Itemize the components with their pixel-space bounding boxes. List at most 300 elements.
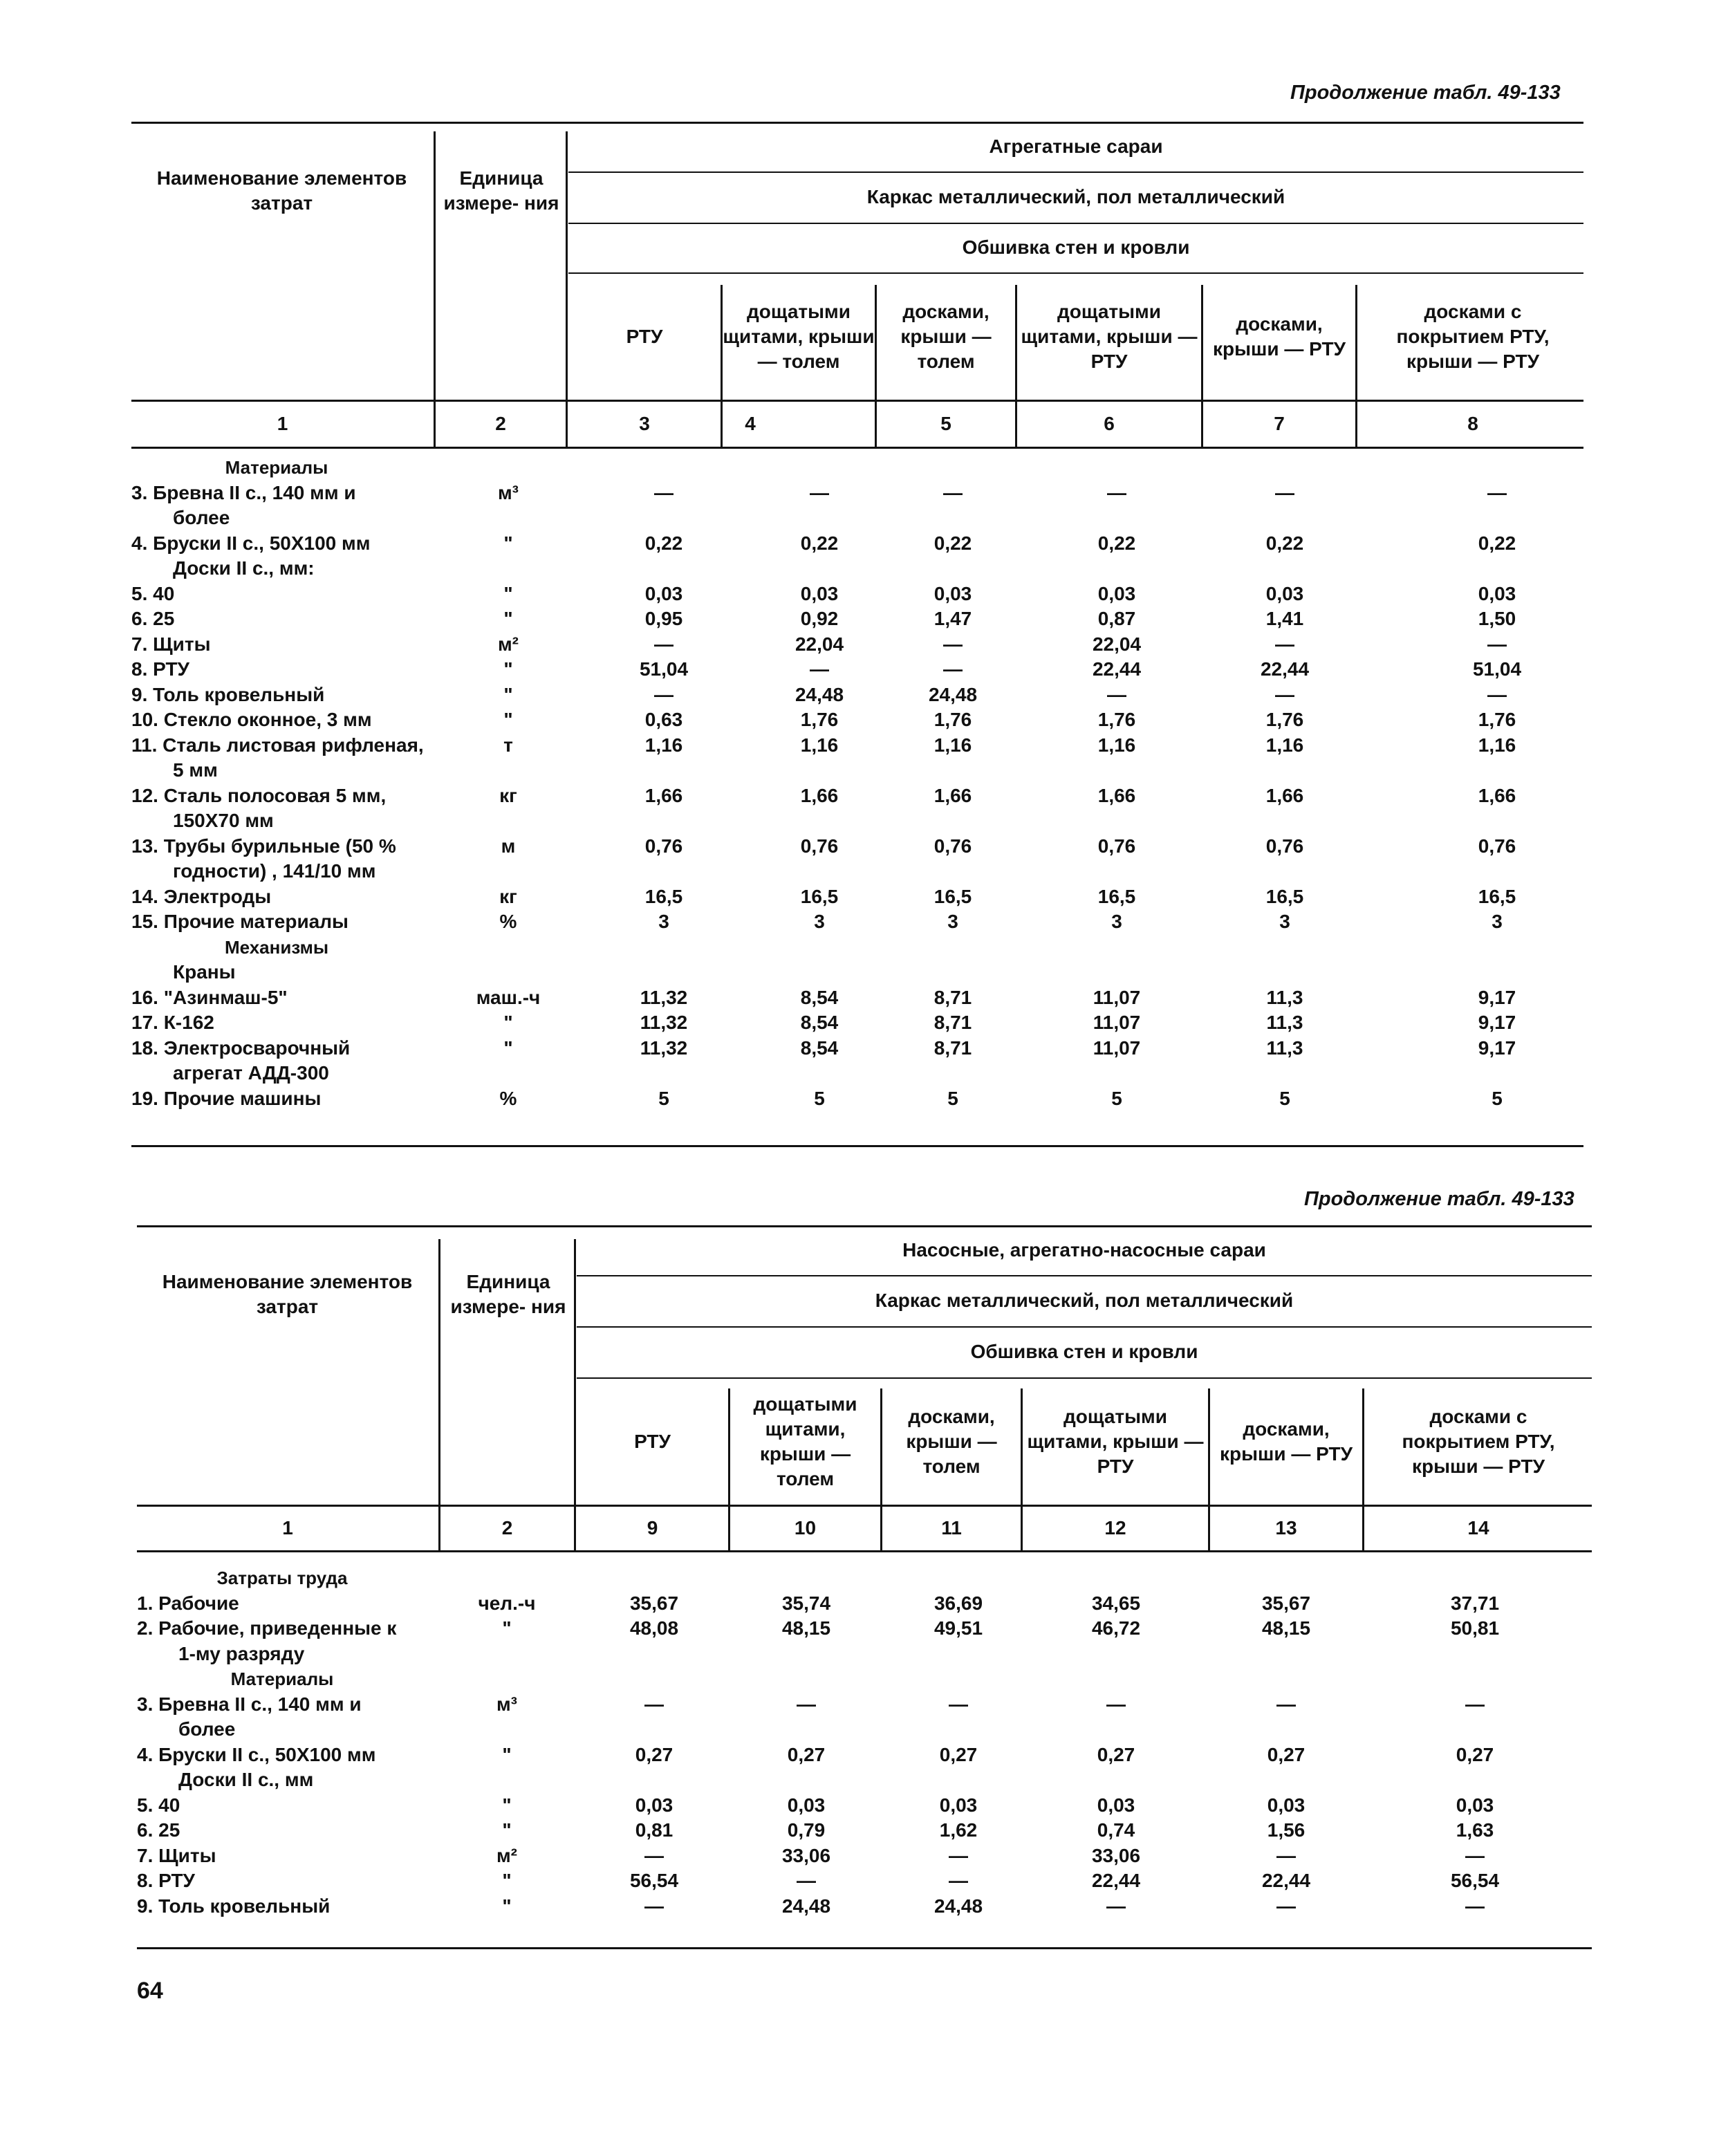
row-name: 5. 40: [137, 1794, 180, 1816]
table-row: [137, 1743, 1592, 1768]
row-unit: м: [501, 835, 516, 857]
row-value: —: [1487, 633, 1507, 655]
col-unit-header: Единица измере- ния: [443, 167, 559, 214]
row-name: более: [178, 1718, 236, 1740]
row-name: Доски II с., мм: [178, 1769, 314, 1790]
table-row: [131, 733, 1583, 759]
row-unit: ": [502, 1794, 512, 1816]
row-value: 1,16: [800, 734, 839, 756]
row-name: 3. Бревна II с., 140 мм и: [131, 481, 356, 503]
row-name: агрегат АДД-300: [173, 1062, 329, 1084]
row-name: 9. Толь кровельный: [137, 1895, 331, 1917]
row-value: 1,76: [1097, 709, 1136, 730]
cladding-header: Обшивка стен и кровли: [962, 236, 1190, 258]
table2-caption: Продолжение табл. 49-133: [1304, 1188, 1574, 1210]
row-value: 1,66: [1097, 784, 1136, 806]
row-name: 11. Сталь листовая рифленая,: [131, 734, 424, 756]
row-value: 1,63: [1456, 1819, 1494, 1841]
row-value: 35,67: [1261, 1592, 1311, 1614]
table-row: [131, 582, 1583, 607]
row-value: 24,48: [928, 683, 978, 705]
row-value: 34,65: [1091, 1592, 1141, 1614]
row-name: 8. РТУ: [137, 1870, 195, 1891]
row-value: 1,50: [1478, 608, 1516, 629]
row-value: 0,03: [1097, 1794, 1135, 1816]
row-name: 12. Сталь полосовая 5 мм,: [131, 784, 387, 806]
column-number: 2: [495, 413, 506, 434]
row-value: 11,07: [1093, 1037, 1141, 1059]
row-unit: ": [503, 683, 513, 705]
row-value: —: [943, 633, 963, 655]
row-value: —: [1275, 481, 1294, 503]
row-value: —: [949, 1844, 968, 1866]
row-value: 22,44: [1092, 658, 1142, 680]
row-value: 11,07: [1093, 986, 1141, 1008]
column-number: 12: [1104, 1517, 1126, 1539]
table-row: [137, 1868, 1592, 1894]
row-value: 0,03: [939, 1794, 978, 1816]
row-value: 50,81: [1450, 1617, 1500, 1639]
row-value: 0,81: [635, 1819, 673, 1841]
row-name: более: [173, 507, 230, 528]
row-name: 4. Бруски II с., 50Х100 мм: [131, 532, 371, 554]
row-value: 0,22: [644, 532, 683, 554]
section-title: Затраты труда: [216, 1568, 348, 1588]
table-row: [137, 1843, 1592, 1869]
row-value: 48,15: [1261, 1617, 1311, 1639]
column-number: 10: [794, 1517, 817, 1539]
row-name: 18. Электросварочный: [131, 1037, 351, 1059]
row-value: 0,03: [644, 582, 683, 604]
variant-header: дощатыми щитами, крыши — РТУ: [1021, 301, 1198, 372]
row-value: 24,48: [795, 683, 844, 705]
row-value: 5: [658, 1087, 669, 1109]
table-row: [131, 834, 1583, 859]
row-value: 9,17: [1478, 1012, 1516, 1033]
table-row: [137, 1642, 1592, 1667]
row-unit: м³: [497, 481, 519, 503]
table-row: [137, 1793, 1592, 1819]
table-row: [131, 606, 1583, 632]
variant-header: досками с покрытием РТУ, крыши — РТУ: [1402, 1406, 1555, 1477]
row-value: 0,27: [635, 1743, 673, 1765]
row-name: 1-му разряду: [178, 1642, 305, 1664]
row-value: —: [644, 1693, 664, 1715]
row-value: 1,41: [1265, 608, 1304, 629]
row-value: 1,66: [644, 784, 683, 806]
section-row: [131, 455, 1583, 481]
row-value: —: [1107, 683, 1126, 705]
row-value: 5: [1492, 1087, 1503, 1109]
row-name: 7. Щиты: [137, 1844, 216, 1866]
row-value: 8,71: [933, 986, 972, 1008]
variant-header: дощатыми щитами, крыши — толем: [723, 301, 875, 372]
table2: [137, 1225, 1592, 1958]
row-value: 0,27: [939, 1743, 978, 1765]
table-row: [131, 505, 1583, 531]
row-name: 9. Толь кровельный: [131, 683, 325, 705]
row-value: 0,27: [1267, 1743, 1306, 1765]
row-value: 0,03: [800, 582, 839, 604]
row-unit: %: [499, 911, 517, 932]
row-name: 6. 25: [137, 1819, 180, 1841]
row-value: 1,66: [1265, 784, 1304, 806]
row-name: 3. Бревна II с., 140 мм и: [137, 1693, 362, 1715]
row-value: 56,54: [629, 1870, 679, 1891]
row-value: 11,32: [640, 986, 688, 1008]
table-row: [131, 808, 1583, 834]
row-value: 0,74: [1097, 1819, 1135, 1841]
row-name: годности) , 141/10 мм: [173, 860, 376, 882]
frame-header: Каркас металлический, пол металлический: [866, 186, 1285, 207]
table-row: [131, 632, 1583, 658]
row-value: 0,76: [933, 835, 972, 857]
row-value: 36,69: [933, 1592, 983, 1614]
row-value: 16,5: [1265, 885, 1304, 907]
row-value: 33,06: [781, 1844, 831, 1866]
row-value: 22,04: [795, 633, 844, 655]
row-value: 1,16: [1097, 734, 1136, 756]
row-unit: маш.-ч: [476, 986, 541, 1008]
row-unit: ": [503, 532, 513, 554]
group-header: Агрегатные сараи: [989, 136, 1163, 157]
row-unit: т: [503, 734, 513, 756]
group-header: Насосные, агрегатно-насосные сараи: [902, 1239, 1266, 1261]
row-unit: ": [502, 1617, 512, 1639]
row-value: 0,79: [787, 1819, 826, 1841]
row-value: —: [1465, 1693, 1485, 1715]
row-unit: м³: [496, 1693, 518, 1715]
row-value: —: [1487, 683, 1507, 705]
table-row: [131, 481, 1583, 506]
row-value: 8,54: [800, 986, 839, 1008]
variant-header: РТУ: [634, 1431, 671, 1452]
table-row: [131, 1086, 1583, 1112]
row-value: 0,22: [1265, 532, 1304, 554]
row-name: Доски II с., мм:: [173, 557, 315, 579]
row-value: 3: [658, 911, 669, 932]
row-unit: ": [503, 1037, 513, 1059]
table-row: [131, 657, 1583, 682]
row-name: 8. РТУ: [131, 658, 189, 680]
row-name: 10. Стекло оконное, 3 мм: [131, 709, 372, 730]
row-value: —: [1276, 1844, 1296, 1866]
table-row: [131, 909, 1583, 935]
variant-header: дощатыми щитами, крыши — толем: [753, 1393, 857, 1489]
row-unit: ": [502, 1895, 512, 1917]
row-value: 0,03: [1478, 582, 1516, 604]
row-value: 11,3: [1266, 1012, 1303, 1033]
row-value: 51,04: [1472, 658, 1522, 680]
row-value: 1,16: [644, 734, 683, 756]
table-row: [137, 1692, 1592, 1718]
variant-header: досками, крыши — толем: [906, 1406, 997, 1477]
variant-header: РТУ: [626, 326, 663, 347]
row-name: 15. Прочие материалы: [131, 911, 349, 932]
section-row: [137, 1666, 1592, 1692]
row-value: 16,5: [644, 885, 683, 907]
row-value: 3: [1492, 911, 1503, 932]
row-value: 0,03: [1456, 1794, 1494, 1816]
row-unit: кг: [499, 885, 517, 907]
table-row: [137, 1894, 1592, 1920]
variant-header: досками, крыши — РТУ: [1213, 313, 1346, 360]
row-value: —: [1276, 1895, 1296, 1917]
row-value: 1,66: [800, 784, 839, 806]
section-title: Материалы: [225, 457, 328, 478]
table-row: [137, 1818, 1592, 1843]
table-row: [131, 1061, 1583, 1086]
row-value: 1,76: [1478, 709, 1516, 730]
row-value: 46,72: [1091, 1617, 1141, 1639]
table-row: [131, 556, 1583, 582]
row-name: 5 мм: [173, 759, 218, 781]
row-name: 16. "Азинмаш-5": [131, 986, 288, 1008]
row-value: —: [654, 683, 673, 705]
row-name: 14. Электроды: [131, 885, 272, 907]
row-value: 0,22: [933, 532, 972, 554]
row-value: 5: [1111, 1087, 1122, 1109]
row-value: —: [943, 481, 963, 503]
row-value: —: [1275, 683, 1294, 705]
row-value: 1,66: [933, 784, 972, 806]
row-value: 22,44: [1091, 1870, 1141, 1891]
cladding-header: Обшивка стен и кровли: [970, 1341, 1198, 1362]
row-value: —: [943, 658, 963, 680]
row-value: 0,22: [800, 532, 839, 554]
row-name: Краны: [173, 961, 236, 983]
row-value: 24,48: [781, 1895, 831, 1917]
row-unit: %: [499, 1087, 517, 1109]
row-value: 16,5: [1478, 885, 1516, 907]
row-value: 11,32: [640, 1012, 688, 1033]
variant-header: досками, крыши — РТУ: [1220, 1418, 1353, 1465]
row-value: 0,03: [1265, 582, 1304, 604]
row-value: 0,03: [1267, 1794, 1306, 1816]
row-value: 0,76: [1265, 835, 1304, 857]
row-value: 35,74: [781, 1592, 831, 1614]
row-value: 48,08: [629, 1617, 679, 1639]
row-value: 11,32: [640, 1037, 688, 1059]
row-unit: ": [503, 1012, 513, 1033]
row-value: 49,51: [933, 1617, 983, 1639]
row-value: 48,15: [781, 1617, 831, 1639]
row-value: 0,03: [1097, 582, 1136, 604]
col-name-header: Наименование элементов затрат: [162, 1271, 413, 1317]
row-unit: м²: [497, 633, 519, 655]
row-value: —: [644, 1844, 664, 1866]
row-value: 16,5: [800, 885, 839, 907]
column-number: 1: [277, 413, 288, 434]
variant-header: дощатыми щитами, крыши — РТУ: [1027, 1406, 1204, 1477]
row-value: —: [1487, 481, 1507, 503]
row-unit: ": [503, 608, 513, 629]
column-number: 4: [745, 413, 756, 434]
row-value: 8,54: [800, 1012, 839, 1033]
column-number: 8: [1467, 413, 1478, 434]
row-unit: чел.-ч: [478, 1592, 536, 1614]
row-value: 9,17: [1478, 1037, 1516, 1059]
section-title: Материалы: [230, 1669, 334, 1689]
column-number: 7: [1274, 413, 1285, 434]
row-value: 9,17: [1478, 986, 1516, 1008]
row-value: 0,27: [1097, 1743, 1135, 1765]
row-value: 0,95: [644, 608, 683, 629]
row-value: 11,3: [1266, 986, 1303, 1008]
row-value: —: [654, 633, 673, 655]
row-name: 150Х70 мм: [173, 810, 274, 831]
row-value: —: [1465, 1895, 1485, 1917]
row-unit: ": [503, 658, 513, 680]
table-row: [131, 707, 1583, 733]
row-value: —: [1107, 481, 1126, 503]
row-value: 5: [1279, 1087, 1290, 1109]
row-value: —: [1275, 633, 1294, 655]
row-value: 0,27: [1456, 1743, 1494, 1765]
row-value: 0,76: [1478, 835, 1516, 857]
row-value: 3: [947, 911, 958, 932]
row-value: —: [1106, 1895, 1126, 1917]
column-number: 3: [639, 413, 650, 434]
row-value: —: [810, 658, 829, 680]
row-value: 0,22: [1097, 532, 1136, 554]
table-row: [131, 1010, 1583, 1036]
section-title: Механизмы: [224, 936, 329, 958]
row-value: 5: [814, 1087, 825, 1109]
row-value: —: [810, 481, 829, 503]
row-unit: ": [503, 709, 513, 730]
row-value: 0,03: [635, 1794, 673, 1816]
row-unit: ": [503, 582, 513, 604]
section-row: [137, 1565, 1592, 1591]
table-row: [131, 783, 1583, 809]
row-value: 0,87: [1097, 608, 1136, 629]
row-value: 24,48: [933, 1895, 983, 1917]
row-value: 37,71: [1450, 1592, 1500, 1614]
row-value: 35,67: [629, 1592, 679, 1614]
section-row: [131, 935, 1583, 960]
table-row: [137, 1767, 1592, 1793]
table-row: [131, 531, 1583, 557]
row-name: 1. Рабочие: [137, 1592, 239, 1614]
column-number: 5: [940, 413, 951, 434]
row-value: 0,76: [644, 835, 683, 857]
frame-header: Каркас металлический, пол металлический: [875, 1290, 1294, 1311]
row-unit: кг: [499, 784, 517, 806]
row-unit: ": [502, 1870, 512, 1891]
row-name: 17. К-162: [131, 1012, 214, 1033]
row-value: 8,71: [933, 1012, 972, 1033]
column-number: 6: [1104, 413, 1115, 434]
row-value: —: [797, 1693, 816, 1715]
row-unit: ": [502, 1819, 512, 1841]
column-number: 9: [647, 1517, 658, 1539]
column-number: 11: [941, 1517, 962, 1539]
variant-header: досками с покрытием РТУ, крыши — РТУ: [1396, 301, 1550, 372]
row-value: 0,92: [800, 608, 839, 629]
table1-body: [131, 455, 1583, 1111]
row-value: 8,54: [800, 1037, 839, 1059]
row-value: 22,44: [1261, 1870, 1311, 1891]
row-value: 16,5: [1097, 885, 1136, 907]
row-value: 0,03: [933, 582, 972, 604]
row-value: 1,76: [933, 709, 972, 730]
row-value: 1,16: [1265, 734, 1304, 756]
row-value: 56,54: [1450, 1870, 1500, 1891]
row-value: 1,62: [939, 1819, 978, 1841]
row-value: 1,56: [1267, 1819, 1306, 1841]
table1: [131, 122, 1583, 1152]
row-value: 0,27: [787, 1743, 826, 1765]
row-name: 19. Прочие машины: [131, 1087, 322, 1109]
row-value: 1,76: [800, 709, 839, 730]
table1-caption: Продолжение табл. 49-133: [1290, 82, 1561, 104]
column-number: 13: [1275, 1517, 1297, 1539]
row-value: 1,16: [1478, 734, 1516, 756]
row-value: 33,06: [1091, 1844, 1141, 1866]
row-name: 4. Бруски II с., 50Х100 мм: [137, 1743, 376, 1765]
row-value: 1,16: [933, 734, 972, 756]
row-value: 8,71: [933, 1037, 972, 1059]
table-row: [131, 859, 1583, 884]
table-row: [137, 1717, 1592, 1743]
table-row: [137, 1616, 1592, 1642]
row-value: —: [949, 1870, 968, 1891]
table-row: [137, 1591, 1592, 1617]
row-value: 22,04: [1092, 633, 1142, 655]
row-value: —: [654, 481, 673, 503]
column-number: 1: [282, 1517, 293, 1539]
table-row: [131, 682, 1583, 708]
col-name-header: Наименование элементов затрат: [156, 167, 407, 214]
row-unit: м²: [496, 1844, 518, 1866]
column-number: 2: [501, 1517, 513, 1539]
row-value: 3: [814, 911, 825, 932]
row-value: 3: [1111, 911, 1122, 932]
row-value: 0,76: [1097, 835, 1136, 857]
row-name: 7. Щиты: [131, 633, 211, 655]
row-value: 1,66: [1478, 784, 1516, 806]
row-value: 51,04: [639, 658, 689, 680]
row-value: —: [644, 1895, 664, 1917]
row-unit: ": [502, 1743, 512, 1765]
row-value: —: [797, 1870, 816, 1891]
row-value: —: [1276, 1693, 1296, 1715]
row-value: 1,76: [1265, 709, 1304, 730]
table2-body: [137, 1565, 1592, 1919]
row-value: 22,44: [1260, 658, 1310, 680]
row-name: 6. 25: [131, 608, 175, 629]
page-number: 64: [137, 1978, 163, 2004]
row-name: 2. Рабочие, приведенные к: [137, 1617, 397, 1639]
row-value: —: [1106, 1693, 1126, 1715]
table-row: [131, 758, 1583, 783]
table-row: [131, 985, 1583, 1011]
variant-header: досками, крыши — толем: [900, 301, 992, 372]
row-value: 11,07: [1093, 1012, 1141, 1033]
row-value: 1,47: [933, 608, 972, 629]
col-unit-header: Единица измере- ния: [450, 1271, 566, 1317]
row-value: 0,76: [800, 835, 839, 857]
row-name: 13. Трубы бурильные (50 %: [131, 835, 396, 857]
row-value: 3: [1279, 911, 1290, 932]
row-value: 0,03: [787, 1794, 826, 1816]
row-value: 0,22: [1478, 532, 1516, 554]
row-value: 5: [947, 1087, 958, 1109]
row-value: —: [949, 1693, 968, 1715]
row-value: 16,5: [933, 885, 972, 907]
row-name: 5. 40: [131, 582, 175, 604]
